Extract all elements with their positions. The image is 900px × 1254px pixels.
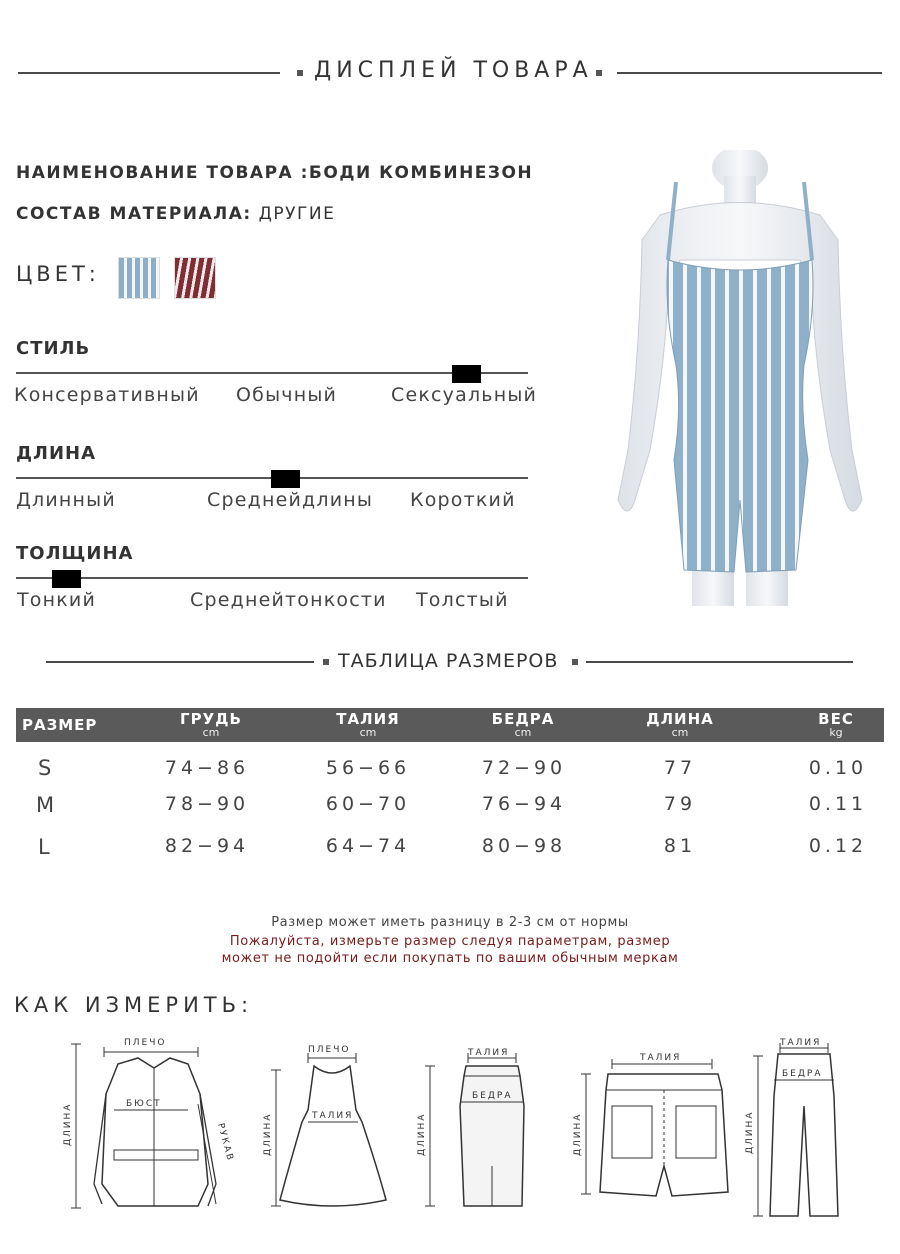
section-title-size-table: ТАБЛИЦА РАЗМЕРОВ [338, 650, 559, 672]
section-title-how-to-measure: КАК ИЗМЕРИТЬ: [14, 993, 254, 1017]
color-label: ЦВЕТ: [16, 262, 100, 286]
col-waist: ТАЛИЯ cm [336, 710, 400, 739]
jacket-sleeve-label: РУКАВ [215, 1122, 236, 1164]
table-row-l-hips: 80−98 [481, 835, 567, 857]
scale-option-medium-length: Среднейдлины [207, 489, 374, 511]
skirt-hips-label: БЕДРА [472, 1091, 513, 1101]
scale-marker-length [271, 470, 300, 488]
dress-shoulder-label: ПЛЕЧО [308, 1045, 351, 1055]
size-table-header [16, 708, 884, 742]
product-photo [590, 150, 890, 610]
skirt-length-label: ДЛИНА [417, 1112, 427, 1156]
header-bullet-right [596, 70, 602, 76]
scale-option-long: Длинный [16, 489, 116, 511]
scale-title-length: ДЛИНА [16, 443, 97, 464]
table-row-l-size: L [38, 835, 50, 859]
table-row-l-weight: 0.12 [808, 835, 868, 857]
section-title-display: ДИСПЛЕЙ ТОВАРА [314, 58, 593, 83]
table-row-s-length: 77 [663, 757, 697, 779]
measure-sketch-jacket [58, 1034, 238, 1216]
scale-option-conservative: Консервативный [14, 384, 200, 406]
jacket-length-label: ДЛИНА [63, 1102, 73, 1146]
table-row-s-weight: 0.10 [808, 757, 868, 779]
header-bullet-left [297, 70, 303, 76]
skirt-waist-label: ТАЛИЯ [468, 1048, 510, 1058]
table-row-m-bust: 78−90 [164, 793, 250, 815]
material-label: СОСТАВ МАТЕРИАЛА: [16, 204, 252, 224]
table-divider-right [586, 661, 853, 663]
table-row-l-waist: 64−74 [325, 835, 411, 857]
table-row-m-weight: 0.11 [808, 793, 868, 815]
jacket-shoulder-label: ПЛЕЧО [124, 1038, 167, 1048]
table-row-s-bust: 74−86 [164, 757, 250, 779]
note-size-difference: Размер может иметь разницу в 2-3 см от нормы [271, 915, 629, 930]
scale-option-medium-thickness: Среднейтонкости [190, 589, 387, 611]
table-bullet-right [572, 659, 578, 665]
scale-option-sexy: Сексуальный [391, 384, 538, 406]
shorts-waist-label: ТАЛИЯ [640, 1053, 682, 1063]
scale-option-short: Короткий [410, 489, 516, 511]
table-divider-left [46, 661, 314, 663]
table-row-m-waist: 60−70 [325, 793, 411, 815]
col-size: РАЗМЕР [22, 716, 98, 734]
table-bullet-left [323, 659, 329, 665]
scale-option-normal: Обычный [236, 384, 338, 406]
table-row-l-bust: 82−94 [164, 835, 250, 857]
product-name [16, 163, 533, 183]
col-length: ДЛИНА cm [646, 710, 714, 739]
scale-title-thickness: ТОЛЩИНА [16, 543, 134, 564]
shorts-length-label: ДЛИНА [573, 1112, 583, 1156]
measure-sketch-shorts [568, 1046, 744, 1206]
product-material [16, 204, 335, 224]
col-hips: БЕДРА cm [491, 710, 555, 739]
table-row-s-size: S [38, 756, 52, 780]
table-row-m-hips: 76−94 [481, 793, 567, 815]
scale-marker-style [452, 365, 481, 383]
table-row-l-length: 81 [663, 835, 697, 857]
measure-sketch-skirt [412, 1046, 532, 1216]
color-swatch-blue[interactable] [118, 257, 160, 299]
pants-hips-label: БЕДРА [782, 1069, 823, 1079]
material-value: ДРУГИЕ [258, 204, 336, 224]
measure-sketch-dress [258, 1040, 398, 1212]
scale-option-thin: Тонкий [17, 589, 97, 611]
table-row-s-hips: 72−90 [481, 757, 567, 779]
table-row-m-size: M [36, 793, 55, 817]
scale-marker-thickness [52, 570, 81, 588]
product-name-label: НАИМЕНОВАНИЕ ТОВАРА : [16, 163, 309, 183]
header-divider-right [617, 72, 882, 74]
note-measure-warning-1: Пожалуйста, измерьте размер следуя параметрам, размер [229, 934, 671, 949]
product-name-value: БОДИ КОМБИНЕЗОН [308, 163, 534, 183]
dress-waist-label: ТАЛИЯ [312, 1111, 354, 1121]
color-swatch-burgundy[interactable] [174, 257, 216, 299]
table-row-m-length: 79 [663, 793, 697, 815]
pants-waist-label: ТАЛИЯ [780, 1038, 822, 1048]
scale-line-thickness [16, 577, 528, 579]
measure-sketch-pants [742, 1036, 852, 1222]
header-divider-left [18, 72, 280, 74]
bodysuit [667, 260, 813, 572]
note-measure-warning-2: может не подойти если покупать по вашим обычным меркам [221, 951, 679, 966]
pants-length-label: ДЛИНА [745, 1110, 755, 1154]
col-weight: ВЕС kg [818, 710, 854, 739]
jacket-bust-label: БЮСТ [126, 1099, 162, 1109]
table-row-s-waist: 56−66 [325, 757, 411, 779]
scale-title-style: СТИЛЬ [16, 338, 91, 359]
dress-length-label: ДЛИНА [263, 1112, 273, 1156]
col-bust: ГРУДЬ cm [180, 710, 242, 739]
scale-option-thick: Толстый [416, 589, 509, 611]
